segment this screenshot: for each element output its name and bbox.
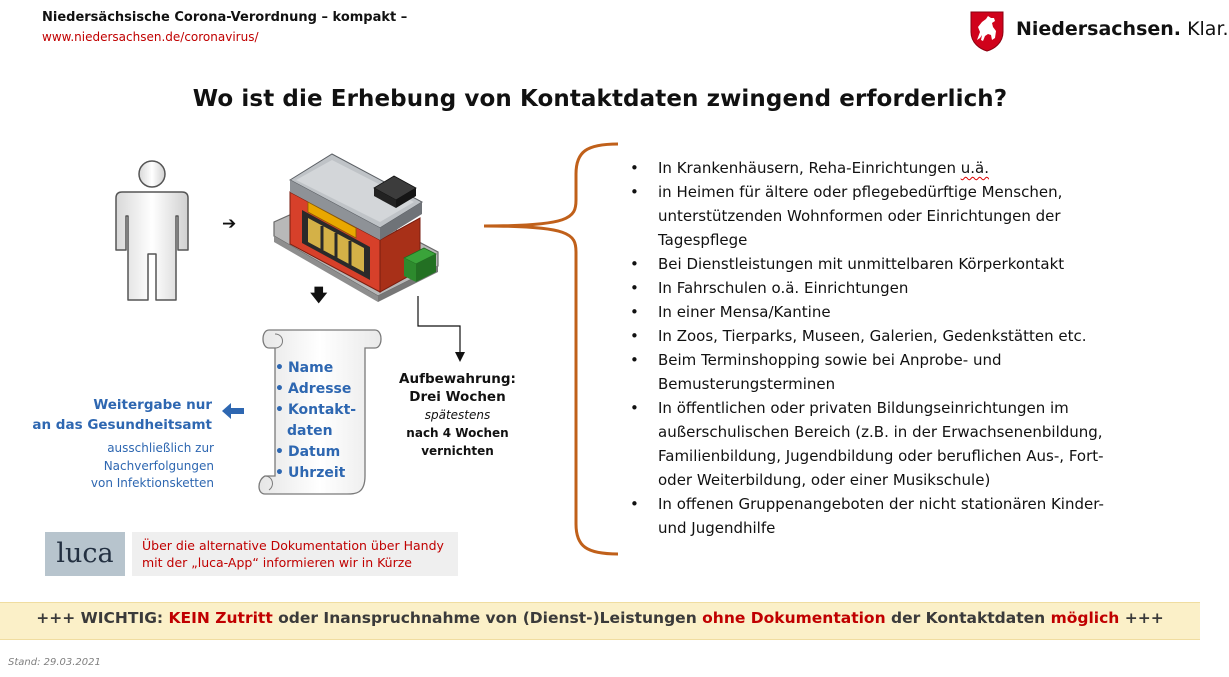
list-item: • In Krankenhäusern, Reha-Einrichtungen u.ä. [630,159,989,177]
curly-brace-icon [478,140,628,558]
weitergabe-heading: Weitergabe nur an das Gesundheitsamt [32,397,212,433]
list-item: • In offenen Gruppenangeboten der nicht stationären Kinder- und Jugendhilfe [630,495,1104,537]
person-icon [112,158,192,304]
list-item: • Kontakt- [275,402,357,418]
luca-logo-text: luca [56,538,114,569]
weitergabe-note: ausschließlich zur Nachverfolgungen von Infektionsketten [90,441,214,490]
lower-saxony-horse-crest-icon [968,10,1006,52]
header-title: Niedersächsische Corona-Verordnung – kompakt – [42,10,408,25]
list-item: • In einer Mensa/Kantine [630,303,831,321]
header-url-link[interactable]: www.niedersachsen.de/coronavirus/ [42,30,259,44]
storage-connector-line [410,296,470,366]
logo-wordmark [1016,18,1229,40]
store-building-icon [270,140,442,302]
page-title: Wo ist die Erhebung von Kontaktdaten zwingend erforderlich? [192,86,1008,112]
list-item: • In Zoos, Tierparks, Museen, Galerien, Gedenkstätten etc. [630,327,1087,345]
list-item: daten [287,423,333,439]
stand-date: Stand: 29.03.2021 [8,657,101,668]
list-item: • Adresse [275,381,352,397]
luca-info-text: Über die alternative Dokumentation über Handy mit der „luca-App“ informieren wir in Kürze [142,538,444,570]
contact-data-list [275,358,356,484]
important-banner-text: +++ WICHTIG: KEIN Zutritt oder Inanspruchnahme von (Dienst-)Leistungen ohne Dokumentation der Kontaktdaten möglich +++ [36,609,1164,627]
storage-note: Aufbewahrung: Drei Wochen spätestens nach 4 Wochen vernichten [399,371,516,458]
arrow-left-icon [222,403,244,419]
list-item: • in Heimen für ältere oder pflegebedürftige Menschen, unterstützenden Wohnformen oder Einrichtungen der Tagespflege [630,183,1063,249]
list-item: • Datum [275,444,341,460]
list-item: • Bei Dienstleistungen mit unmittelbaren Körperkontakt [630,255,1065,273]
list-item: • Uhrzeit [275,465,346,481]
list-item: • In öffentlichen oder privaten Bildungseinrichtungen im außerschulischen Bereich (z.B. in der Erwachsenenbildung, Familienbildung, Jugendbildung oder beruflichen Aus-, Fort- oder Weiterbildung, oder einer Musikschule) [630,399,1104,489]
arrow-down-icon: 🡇 [310,286,328,306]
logo-name-light: Klar. [1181,18,1229,40]
list-item: • In Fahrschulen o.ä. Einrichtungen [630,279,909,297]
places-list [632,156,1172,540]
arrow-right-icon: ➔ [222,214,237,234]
list-item: • Name [275,360,334,376]
list-item: • Beim Terminshopping sowie bei Anprobe- und Bemusterungsterminen [630,351,1002,393]
logo-name-bold: Niedersachsen. [1016,18,1182,40]
